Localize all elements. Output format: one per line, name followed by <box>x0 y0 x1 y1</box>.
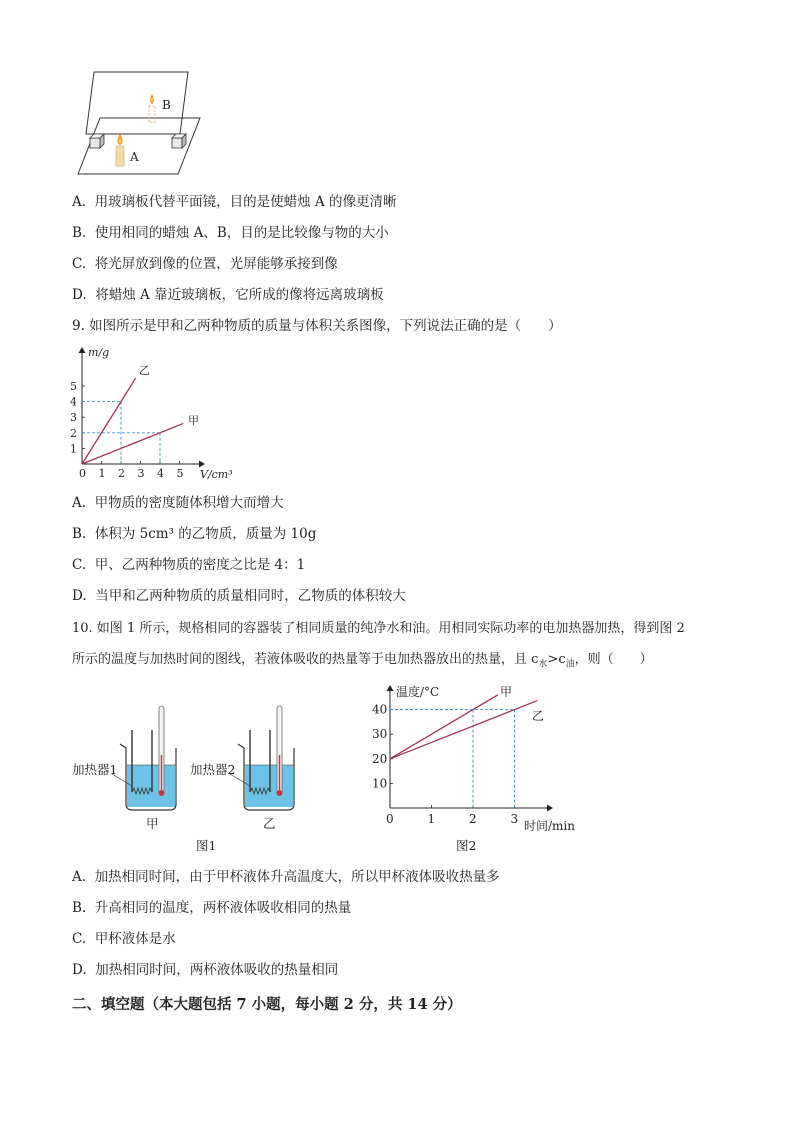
subscript-oil: 油 <box>565 659 575 670</box>
fig2-y-tick-label: 40 <box>372 702 388 717</box>
option-text: 将蜡烛 A 靠近玻璃板，它所成的像将远离玻璃板 <box>95 287 384 303</box>
q9-y-tick-label: 3 <box>70 411 77 425</box>
fig1-beakers <box>70 700 320 860</box>
mirror-experiment-figure <box>74 68 204 176</box>
q9-x-tick-label: 4 <box>157 467 164 480</box>
fig1-caption: 图1 <box>196 838 217 853</box>
fig2-temperature-time-chart <box>364 680 594 858</box>
fig2-y-axis-label: 温度/°C <box>396 685 440 699</box>
candle-a <box>116 134 124 166</box>
option-text: 使用相同的蜡烛 A、B，目的是比较像与物的大小 <box>94 225 389 241</box>
option-text: 用玻璃板代替平面镜，目的是使蜡烛 A 的像更清晰 <box>94 194 397 210</box>
fig2-x-tick-label: 2 <box>469 812 477 826</box>
option-text: 加热相同时间，由于甲杯液体升高温度大，所以甲杯液体吸收热量多 <box>94 869 500 885</box>
q8-option-b <box>72 224 389 242</box>
fig2-series-line <box>390 695 498 759</box>
candle-a-label: A <box>130 150 139 164</box>
q9-x-axis-label: V/cm³ <box>200 468 233 481</box>
q9-option-d <box>72 587 406 605</box>
option-letter: D. <box>72 962 87 978</box>
q9-option-c <box>72 556 305 574</box>
q10-option-d <box>72 961 338 979</box>
q9-y-tick-label: 4 <box>70 395 77 409</box>
option-letter: B. <box>72 225 87 241</box>
subscript-water: 水 <box>538 659 548 670</box>
q9-mass-volume-chart <box>64 342 244 488</box>
option-text: 甲、乙两种物质的密度之比是 4：1 <box>94 557 306 573</box>
beaker-yi-label: 乙 <box>263 816 276 831</box>
option-letter: A. <box>72 869 87 885</box>
option-letter: C. <box>72 256 87 272</box>
fig2-x-tick-label: 3 <box>510 812 519 826</box>
q10-stem-text: 所示的温度与加热时间的图线，若液体吸收的热量等于电加热器放出的热量，且 c <box>72 652 539 667</box>
q10-stem-line1: 10. 如图 1 所示，规格相同的容器装了相同质量的纯净水和油。用相同实际功率的电加热器加热，得到图 2 <box>72 621 685 636</box>
q8-option-c <box>72 255 338 273</box>
beaker-jia-label: 甲 <box>146 816 159 831</box>
q8-option-d <box>72 286 384 304</box>
option-letter: D. <box>72 287 87 303</box>
q9-line-yi-label: 乙 <box>139 364 150 377</box>
section-2-title: 二、填空题（本大题包括 7 小题，每小题 2 分，共 14 分） <box>72 996 462 1013</box>
option-text: 将光屏放到像的位置，光屏能够承接到像 <box>94 256 338 272</box>
heater2-label: 加热器2 <box>190 762 236 777</box>
option-letter: C. <box>72 931 87 947</box>
fig2-y-tick-label: 10 <box>372 776 388 791</box>
q9-x-tick-label: 2 <box>118 467 125 480</box>
q9-line-jia-label: 甲 <box>188 414 199 427</box>
q9-x-tick-label: 0 <box>79 467 86 480</box>
option-text: 升高相同的温度，两杯液体吸收相同的热量 <box>94 900 352 916</box>
q10-option-c <box>72 930 176 948</box>
option-letter: B. <box>72 526 87 542</box>
fig2-x-tick-label: 1 <box>427 812 436 826</box>
q10-option-a <box>72 868 500 886</box>
option-letter: D. <box>72 588 87 604</box>
fig2-x-tick-label: 0 <box>386 812 394 826</box>
q8-option-a <box>72 193 396 211</box>
greater-than-c: >c <box>547 652 566 667</box>
fig2-line-jia-label: 甲 <box>500 685 513 699</box>
q9-series-line <box>82 378 136 464</box>
option-letter: B. <box>72 900 87 916</box>
q10-stem-end: ，则（ ） <box>574 652 653 667</box>
right-support-block <box>172 134 186 148</box>
q9-y-tick-label: 5 <box>70 380 77 393</box>
q9-x-tick-label: 5 <box>176 467 184 480</box>
fig2-caption: 图2 <box>456 838 477 853</box>
fig2-line-yi-label: 乙 <box>532 709 545 723</box>
option-text: 加热相同时间，两杯液体吸收的热量相同 <box>95 962 339 978</box>
beaker-yi <box>238 706 294 810</box>
q9-option-a <box>72 494 284 512</box>
fig2-y-tick-label: 20 <box>372 751 388 766</box>
q10-stem-line2 <box>72 651 653 674</box>
heater1-label: 加热器1 <box>72 762 118 777</box>
q9-y-tick-label: 1 <box>70 442 77 456</box>
option-letter: A. <box>72 194 87 210</box>
option-text: 甲杯液体是水 <box>94 931 176 947</box>
option-text: 当甲和乙两种物质的质量相同时，乙物质的体积较大 <box>95 588 406 604</box>
q9-option-b <box>72 525 316 543</box>
q10-option-b <box>72 899 351 917</box>
q9-stem: 9. 如图所示是甲和乙两种物质的质量与体积关系图像，下列说法正确的是（ ） <box>72 318 562 334</box>
q9-x-tick-label: 1 <box>98 467 106 480</box>
option-letter: A. <box>72 495 87 511</box>
fig2-y-tick-label: 30 <box>372 727 388 742</box>
q9-x-tick-label: 3 <box>137 467 145 480</box>
q9-y-tick-label: 2 <box>70 426 77 440</box>
option-letter: C. <box>72 557 87 573</box>
q9-y-axis-label: m/g <box>88 346 110 359</box>
candle-b-label: B <box>162 98 171 112</box>
fig2-x-axis-label: 时间/min <box>524 819 575 833</box>
option-text: 体积为 5cm³ 的乙物质，质量为 10g <box>94 526 317 542</box>
q9-series-line <box>82 423 183 464</box>
beaker-jia <box>120 706 176 810</box>
left-support-block <box>90 134 104 148</box>
option-text: 甲物质的密度随体积增大而增大 <box>94 495 284 511</box>
